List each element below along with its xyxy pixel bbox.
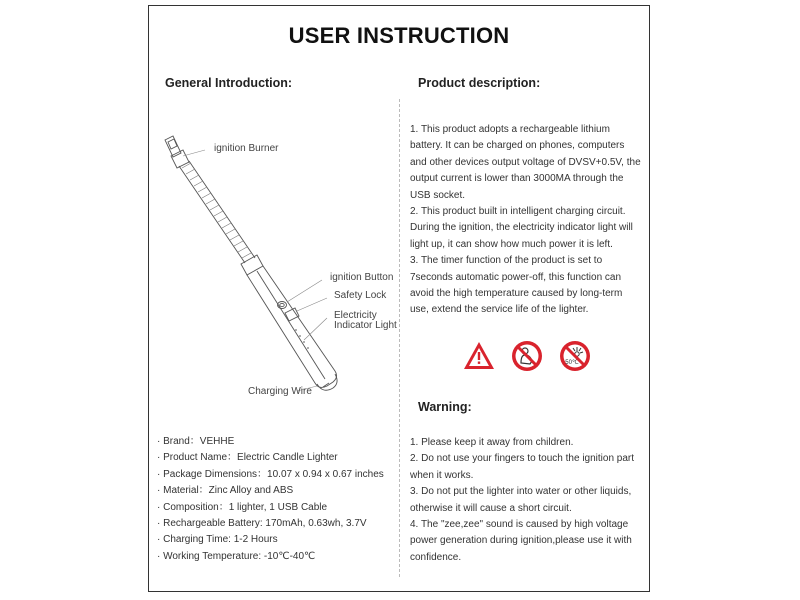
spec-charging-time: · Charging Time: 1-2 Hours xyxy=(157,534,278,546)
temp-label: 50℃ xyxy=(565,360,579,366)
general-intro-heading: General Introduction: xyxy=(165,76,293,90)
electricity-label-line2: Indicator Light xyxy=(334,320,397,331)
spec-brand: · Brand：VEHHE xyxy=(157,436,235,447)
product-description-heading: Product description: xyxy=(418,76,541,90)
spec-product-name: · Product Name：Electric Candle Lighter xyxy=(157,452,338,464)
warning-heading: Warning: xyxy=(418,400,472,414)
spec-battery: · Rechargeable Battery: 170mAh, 0.63wh, 3.7V xyxy=(157,518,367,530)
safety-lock-label: Safety Lock xyxy=(334,290,387,301)
lighter-drawing-icon xyxy=(157,128,397,408)
description-item: 3. The timer function of the product is set to 7seconds automatic power-off, this function can avoid the high temperature caused by long-term use, extend the service life of the lighter. xyxy=(410,255,623,316)
column-divider xyxy=(399,99,400,577)
warning-item: 2. Do not use your fingers to touch the ignition part when it works. xyxy=(410,453,635,481)
warning-item: 1. Please keep it away from children. xyxy=(410,437,574,448)
ignition-button-label: ignition Button xyxy=(330,272,394,283)
electricity-indicator-label xyxy=(334,311,404,331)
lighter-illustration xyxy=(157,128,397,408)
instruction-sheet xyxy=(148,5,650,592)
no-children-icon xyxy=(510,339,544,373)
burner-label: ignition Burner xyxy=(214,143,279,154)
no-high-temperature-icon xyxy=(558,339,592,373)
spec-working-temperature: · Working Temperature: -10℃-40℃ xyxy=(157,550,316,562)
product-description-text xyxy=(410,122,642,319)
charging-wire-label: Charging Wire xyxy=(248,386,312,397)
page-title: USER INSTRUCTION xyxy=(288,23,510,48)
warning-item: 3. Do not put the lighter into water or other liquids, otherwise it will cause a short circuit. xyxy=(410,486,632,514)
spec-composition: · Composition：1 lighter, 1 USB Cable xyxy=(157,501,328,513)
description-item: 1. This product adopts a rechargeable lithium battery. It can be charged on phones, computers and other devices output voltage of DVSV+0.5V, the output current is lower than 3000MA through the USB socket. xyxy=(410,124,641,201)
warning-icons xyxy=(462,339,592,375)
warning-item: 4. The "zee,zee" sound is caused by high voltage power generation during ignition,please use it with confidence. xyxy=(410,519,632,563)
spec-package-dimensions: · Package Dimensions：10.07 x 0.94 x 0.67 inches xyxy=(157,468,384,480)
description-item: 2. This product built in intelligent charging circuit. During the ignition, the electricity indicator light will light up, it can show how much power it is left. xyxy=(410,206,633,250)
warning-triangle-icon xyxy=(462,339,496,373)
spec-list xyxy=(157,434,392,565)
spec-material: · Material：Zinc Alloy and ABS xyxy=(157,485,294,497)
warning-text xyxy=(410,435,642,566)
electricity-label-line1: Electricity xyxy=(334,310,377,321)
